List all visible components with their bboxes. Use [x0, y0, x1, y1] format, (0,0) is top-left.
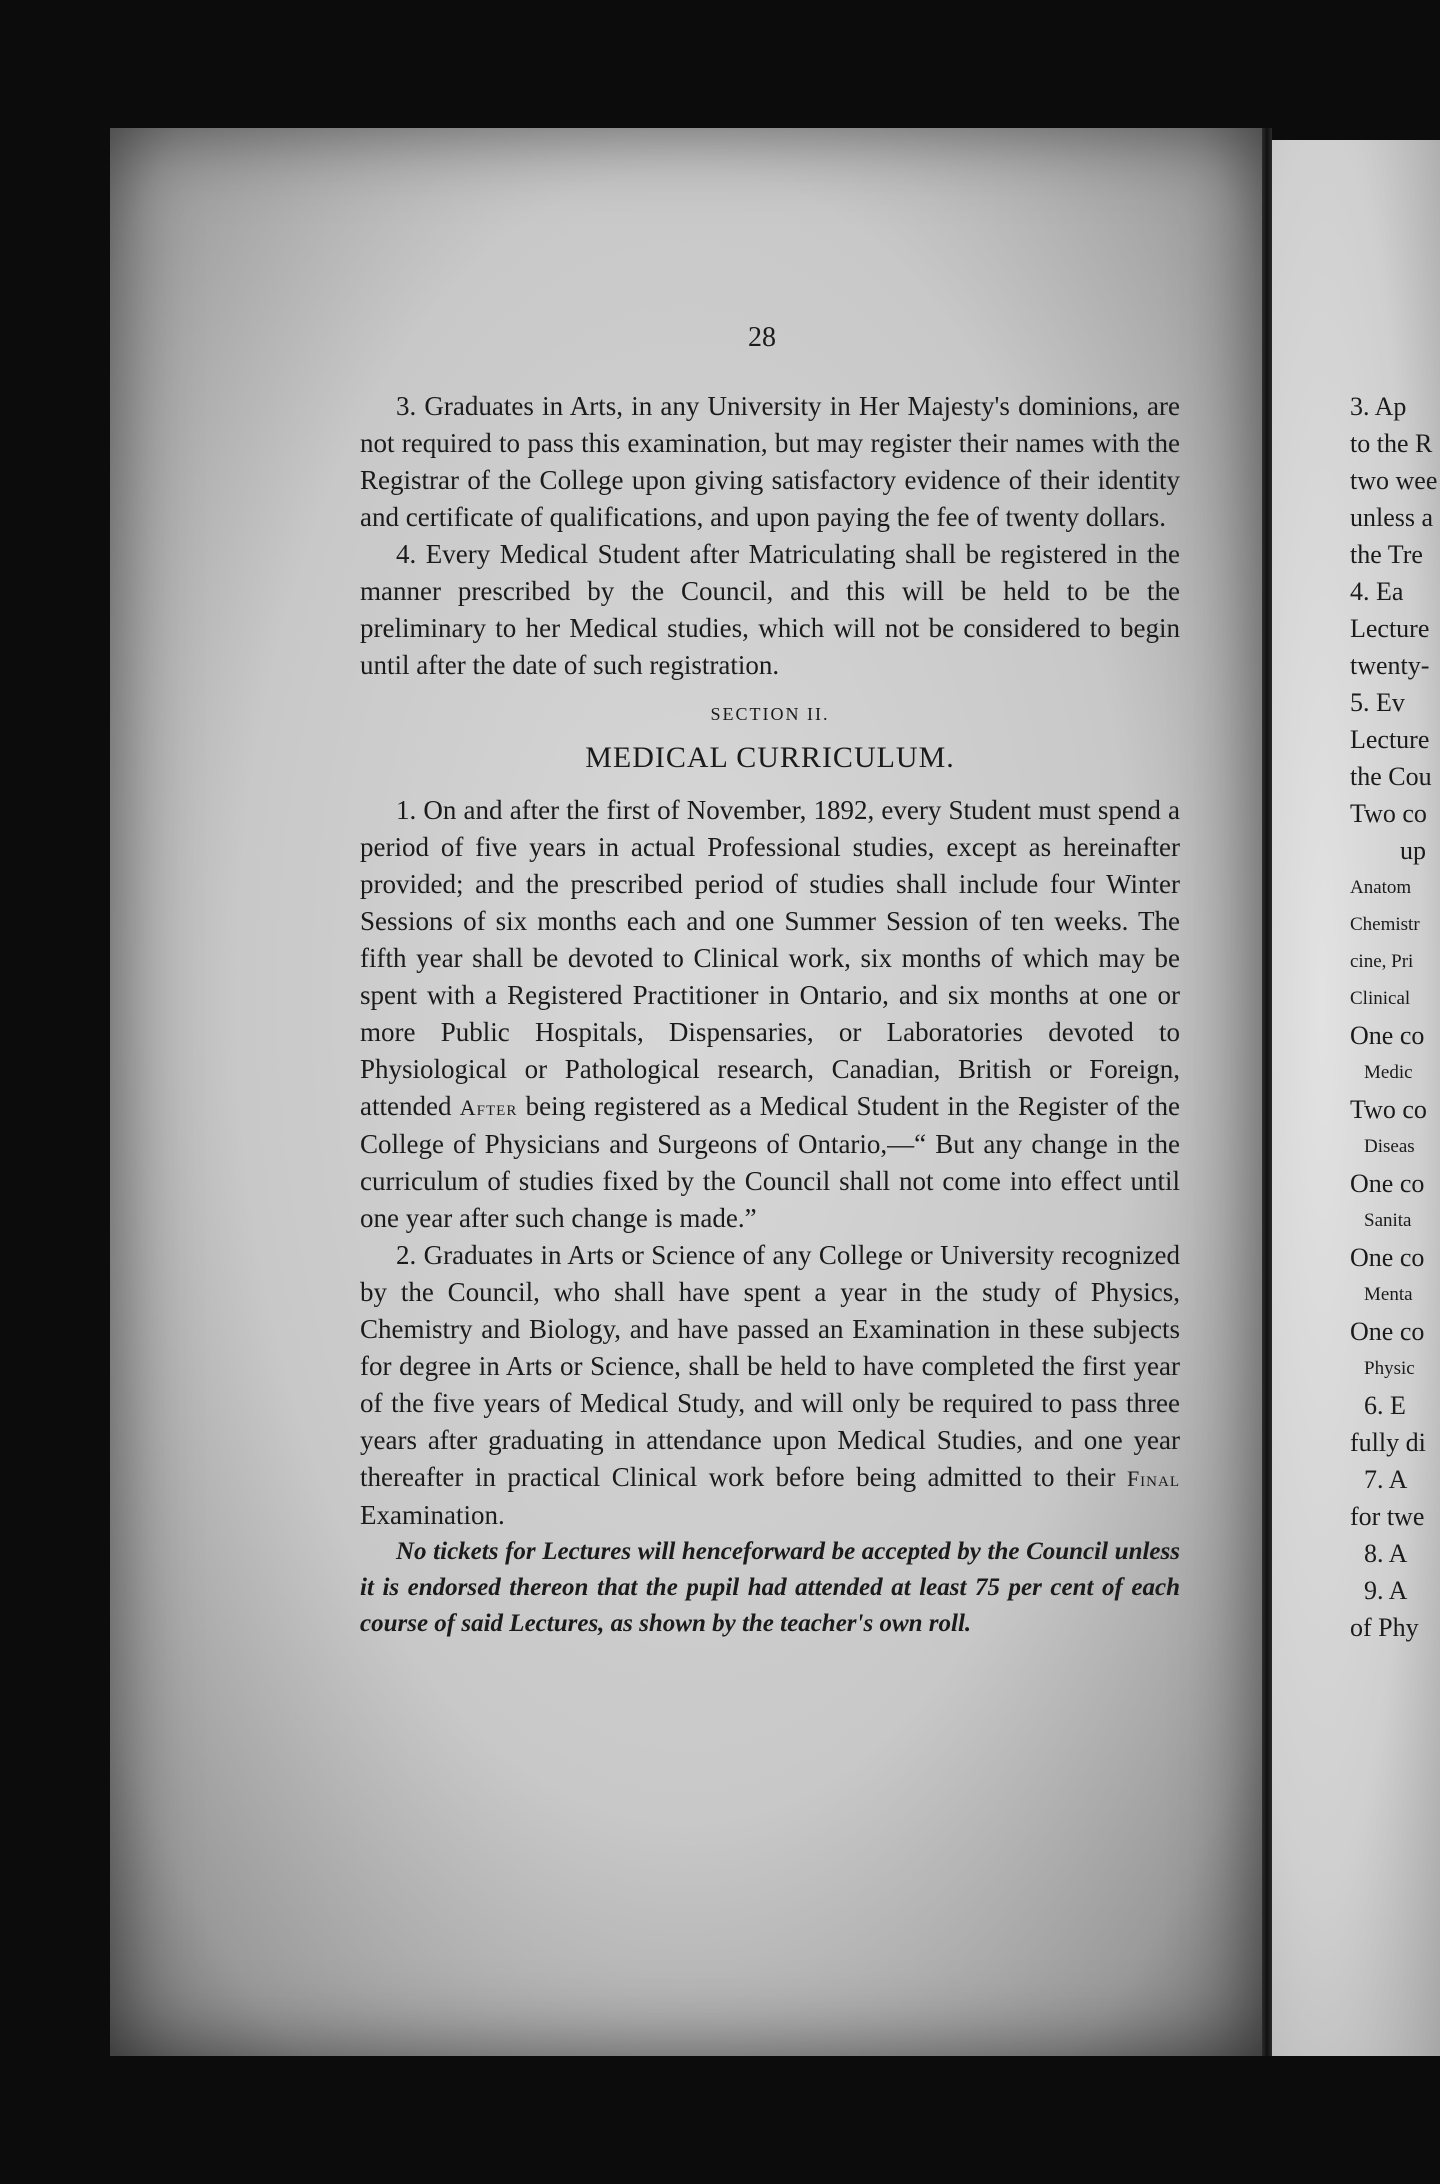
right-line: Anatom: [1350, 877, 1412, 898]
right-line: 5. Ev: [1350, 688, 1405, 717]
paragraph-curriculum-2: [360, 1237, 1180, 1534]
right-line: Clinical: [1350, 988, 1411, 1009]
right-line: One co: [1350, 1169, 1425, 1198]
section-label: SECTION II.: [710, 704, 830, 724]
right-line: 4. Ea: [1350, 577, 1404, 606]
page-number: 28: [748, 322, 776, 353]
right-line: 6. E: [1364, 1391, 1406, 1420]
final-smallcaps: Final: [1126, 1466, 1180, 1491]
right-line: the Cou: [1350, 762, 1432, 791]
right-line: up: [1400, 836, 1426, 865]
italic-note: No tickets for Lectures will henceforward be accepted by the Council unless it is endorsed thereon that the pupil had attended at least 75 per cent of each course of said Lectures, as shown by the teacher's own roll.: [360, 1538, 1180, 1637]
right-line: 7. A: [1364, 1465, 1408, 1494]
right-line: Physic: [1364, 1358, 1415, 1379]
left-page-text: [360, 388, 1180, 1642]
right-line: 3. Ap: [1350, 392, 1407, 421]
right-line: Lecture: [1350, 725, 1430, 754]
right-line: twenty-: [1350, 651, 1430, 680]
right-line: One co: [1350, 1021, 1425, 1050]
right-line: the Tre: [1350, 540, 1423, 569]
right-line: for twe: [1350, 1502, 1425, 1531]
right-line: One co: [1350, 1243, 1425, 1272]
right-line: Chemistr: [1350, 914, 1420, 935]
right-page-text: [1350, 390, 1440, 1648]
right-line: Sanita: [1364, 1210, 1412, 1231]
right-line: of Phy: [1350, 1613, 1419, 1642]
paragraph-curriculum-2-rest: Examination.: [360, 1500, 505, 1530]
right-line: One co: [1350, 1317, 1425, 1346]
paragraph-curriculum-1: [360, 792, 1180, 1237]
right-line: 9. A: [1364, 1576, 1408, 1605]
right-line: to the R: [1350, 429, 1433, 458]
after-smallcaps: After: [459, 1095, 518, 1120]
section-title: MEDICAL CURRICULUM.: [585, 741, 955, 774]
right-line: Medic: [1364, 1062, 1413, 1083]
right-line: Two co: [1350, 799, 1427, 828]
paragraph-registration: 4. Every Medical Student after Matriculating shall be registered in the manner prescribed by the Council, and this will be held to be the preliminary to her Medical studies, which will not be considered to begin until after the date of such registration.: [360, 539, 1180, 680]
right-line: two wee: [1350, 466, 1438, 495]
right-line: fully di: [1350, 1428, 1426, 1457]
right-line: unless a: [1350, 503, 1434, 532]
right-line: Lecture: [1350, 614, 1430, 643]
right-line: Diseas: [1364, 1136, 1415, 1157]
right-line: cine, Pri: [1350, 951, 1414, 972]
paragraph-curriculum-2-text: 2. Graduates in Arts or Science of any College or University recognized by the Council, who shall have spent a year in the study of Physics, Chemistry and Biology, and have passed an Examination in these subjects for degree in Arts or Science, shall be held to have completed the first year of the five years of Medical Study, and will only be required to pass three years after graduating in attendance upon Medical Studies, and one year thereafter in practical Clinical work before being admitted to their: [360, 1240, 1180, 1492]
paragraph-graduates-arts: 3. Graduates in Arts, in any University in Her Majesty's dominions, are not required to pass this examination, but may register their names with the Registrar of the College upon giving satisfactory evidence of their identity and certificate of qualifications, and upon paying the fee of twenty dollars.: [360, 391, 1180, 532]
right-line: 8. A: [1364, 1539, 1408, 1568]
paragraph-curriculum-1-text: 1. On and after the first of November, 1892, every Student must spend a period of five years in actual Professional studies, except as hereinafter provided; and the prescribed period of studies shall include four Winter Sessions of six months each and one Summer Session of ten weeks. The fifth year shall be devoted to Clinical work, six months of which may be spent with a Registered Practitioner in Ontario, and six months at one or more Public Hospitals, Dispensaries, or Laboratories devoted to Physiological or Pathological research, Canadian, British or Foreign, attended: [360, 795, 1180, 1121]
paragraph-curriculum-1-rest: being registered as a Medical Student in the Register of the College of Physicians and Surgeons of Ontario,—“ But any change in the curriculum of studies fixed by the Council shall not come into effect until one year after such change is made.”: [360, 1091, 1181, 1233]
right-line: Two co: [1350, 1095, 1427, 1124]
right-line: Menta: [1364, 1284, 1413, 1305]
book-gutter: [1262, 128, 1272, 2056]
